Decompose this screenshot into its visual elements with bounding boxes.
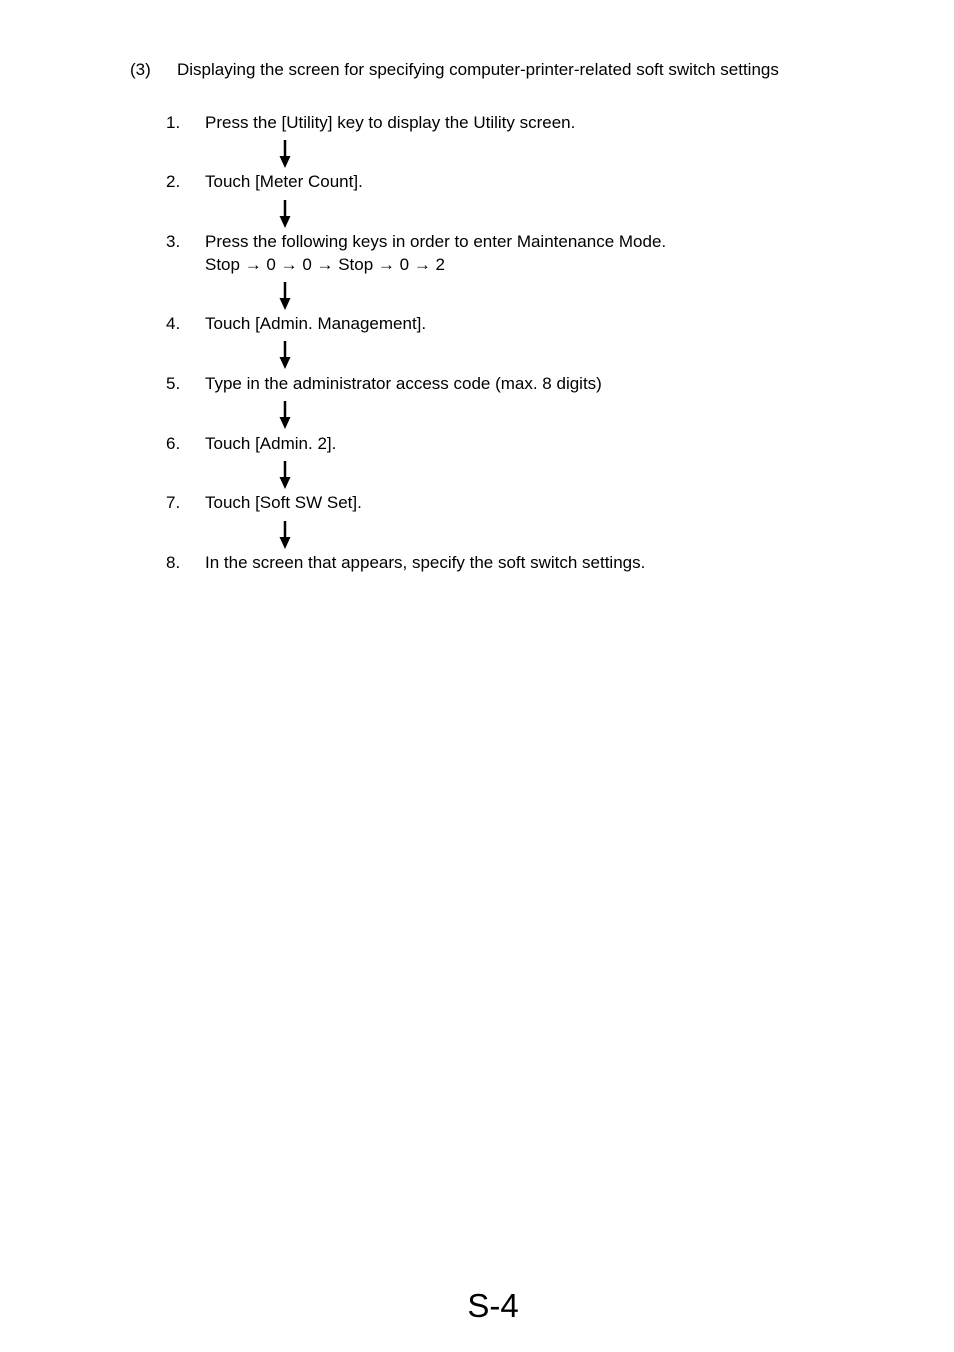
- step-text: Touch [Admin. 2].: [205, 434, 337, 453]
- step-number: 7.: [166, 493, 181, 512]
- step-number: 4.: [166, 314, 181, 333]
- down-arrow-icon: [278, 521, 292, 549]
- step-text: Press the [Utility] key to display the Utility screen.: [205, 113, 576, 132]
- section-heading: [130, 59, 779, 81]
- step-text: In the screen that appears, specify the soft switch settings.: [205, 553, 646, 572]
- section-number: (3): [130, 60, 151, 79]
- step-text: Press the following keys in order to enter Maintenance Mode.: [205, 232, 667, 251]
- down-arrow-icon: [278, 401, 292, 429]
- step-number: 2.: [166, 172, 181, 191]
- down-arrow-icon: [278, 140, 292, 168]
- key-sequence: Stop → 0 → 0 → Stop → 0 → 2: [205, 255, 445, 274]
- step-number: 8.: [166, 553, 181, 572]
- page-number: S-4: [467, 1287, 519, 1324]
- down-arrow-icon: [278, 200, 292, 228]
- step-text: Touch [Soft SW Set].: [205, 493, 362, 512]
- section-title: Displaying the screen for specifying computer-printer-related soft switch settings: [177, 60, 779, 79]
- step-number: 1.: [166, 113, 181, 132]
- down-arrow-icon: [278, 282, 292, 310]
- step-text: Type in the administrator access code (max. 8 digits): [205, 374, 602, 393]
- step-text: Touch [Meter Count].: [205, 172, 363, 191]
- step-number: 5.: [166, 374, 181, 393]
- down-arrow-icon: [278, 461, 292, 489]
- down-arrow-icon: [278, 341, 292, 369]
- step-text: Touch [Admin. Management].: [205, 314, 427, 333]
- step-number: 6.: [166, 434, 181, 453]
- step-number: 3.: [166, 232, 181, 251]
